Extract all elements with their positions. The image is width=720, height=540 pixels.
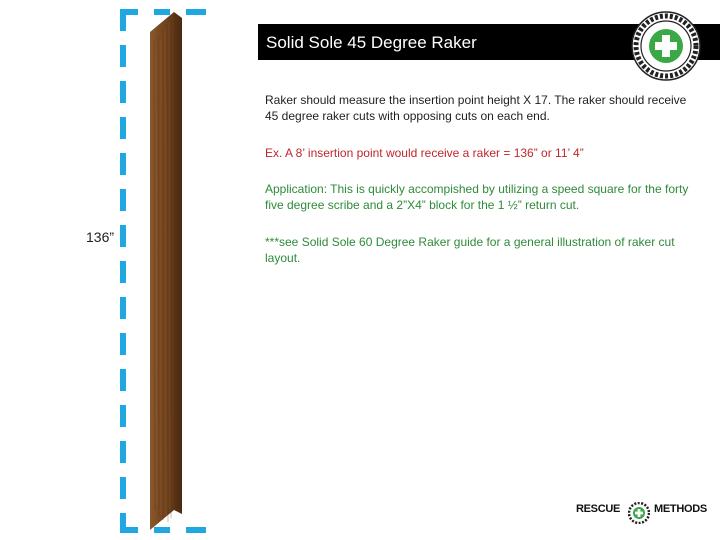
- example-text: Ex. A 8’ insertion point would receive a raker = 136” or 11’ 4”: [265, 146, 584, 160]
- slide-title: Solid Sole 45 Degree Raker: [266, 33, 477, 52]
- logo-gear-icon: [628, 502, 650, 524]
- dimension-label: 136”: [86, 229, 115, 245]
- logo-word-left: RESCUE: [576, 503, 621, 515]
- rescue-methods-badge-icon: [628, 8, 704, 84]
- instruction-text: Raker should measure the insertion point height X 17. The raker should receive 45 degree raker cuts with opposing cuts on each end.: [265, 93, 687, 123]
- rescue-methods-logo: [576, 500, 708, 530]
- application-text: Application: This is quickly accompished by utilizing a speed square for the forty five degree scribe and a 2”X4” block for the 1 ½” return cut.: [265, 182, 689, 212]
- raker-board: [130, 10, 200, 530]
- logo-word-right: METHODS: [654, 503, 707, 515]
- see-also-text: ***see Solid Sole 60 Degree Raker guide for a general illustration of raker cut layout.: [265, 235, 675, 265]
